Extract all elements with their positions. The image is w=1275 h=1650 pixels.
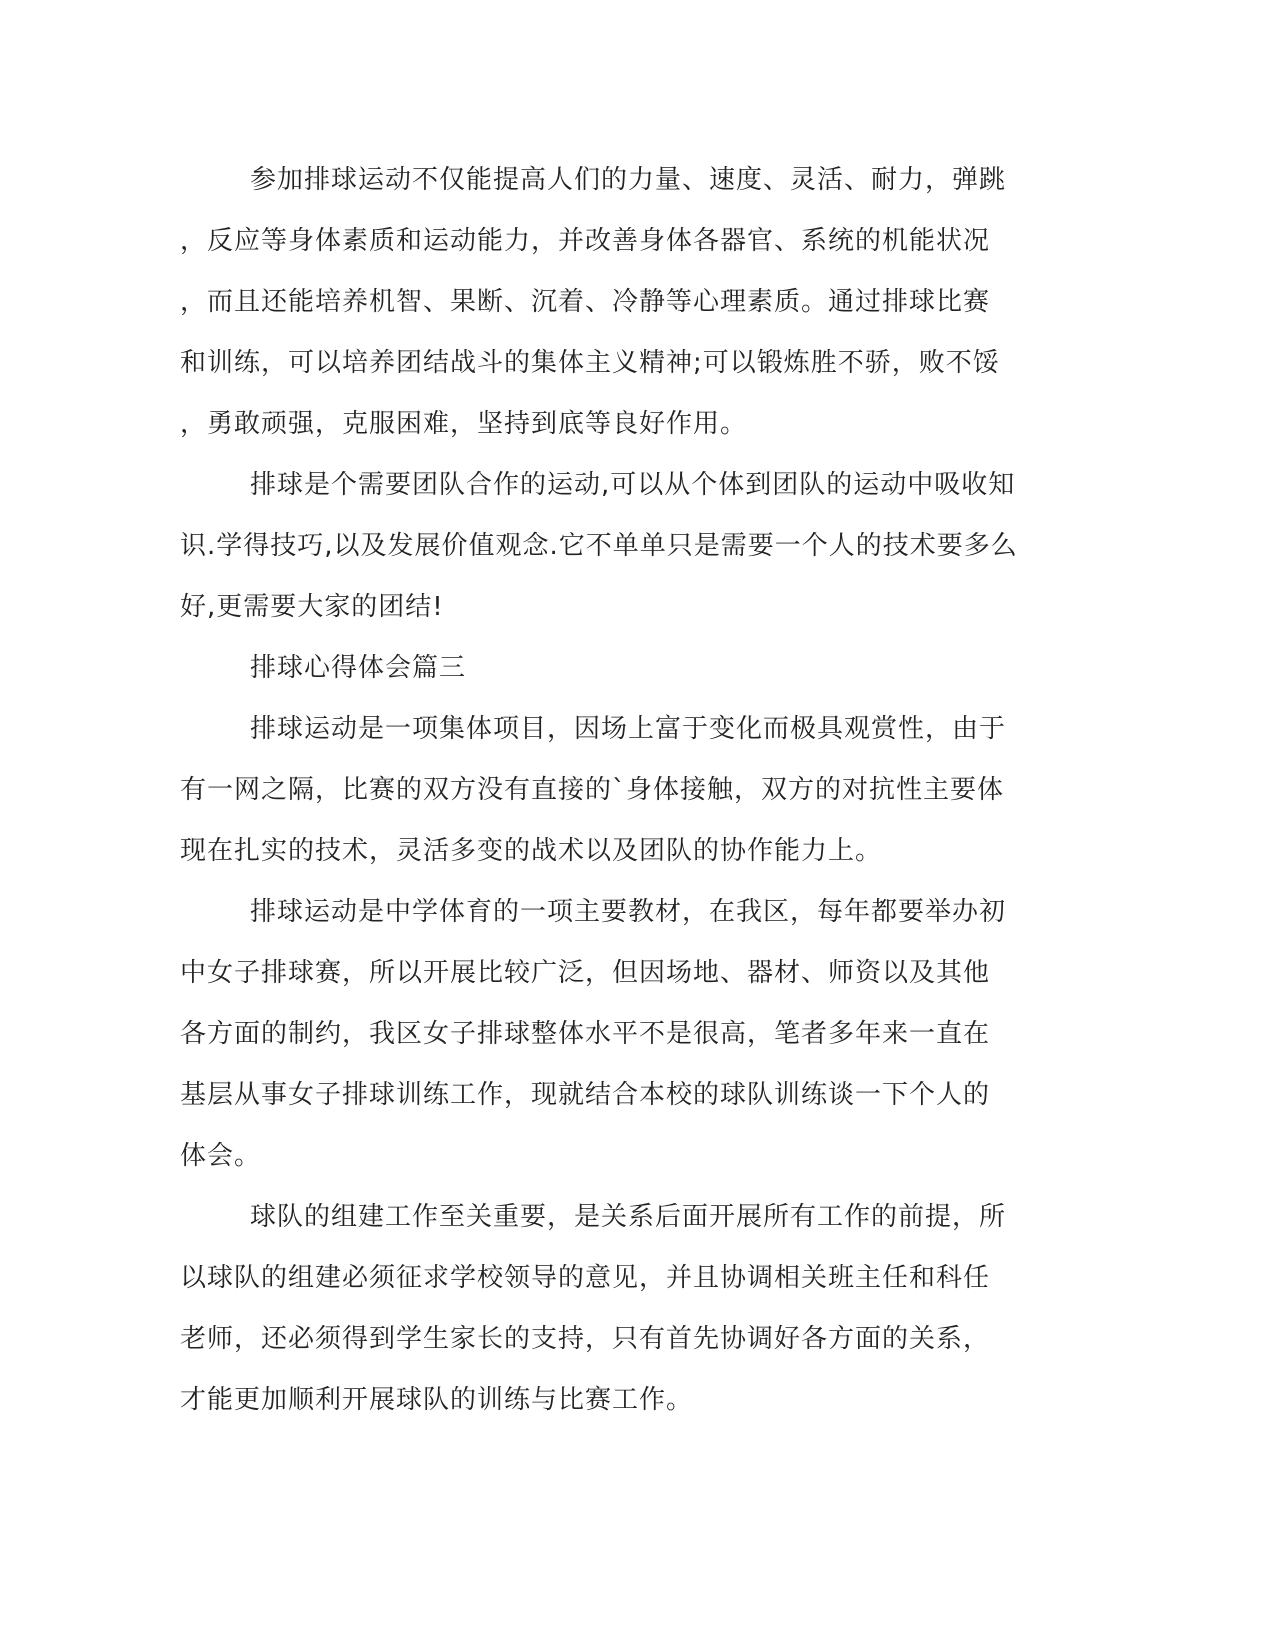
text-line: 各方面的制约，我区女子排球整体水平不是很高，笔者多年来一直在 bbox=[180, 1019, 991, 1049]
text-line: 好,更需要大家的团结! bbox=[180, 592, 444, 622]
section-heading: 排球心得体会篇三 bbox=[250, 653, 467, 683]
paragraph-teamwork bbox=[180, 455, 1040, 638]
paragraph-school-teaching bbox=[180, 882, 1040, 1187]
text-line: 参加排球运动不仅能提高人们的力量、速度、灵活、耐力，弹跳 bbox=[250, 165, 1007, 195]
paragraph-collective-sport bbox=[180, 699, 1040, 882]
text-line: ，勇敢顽强，克服困难，坚持到底等良好作用。 bbox=[180, 409, 748, 439]
text-line: 以球队的组建必须征求学校领导的意见，并且协调相关班主任和科任 bbox=[180, 1263, 991, 1293]
paragraph-team-building bbox=[180, 1187, 1040, 1431]
text-line: 球队的组建工作至关重要，是关系后面开展所有工作的前提，所 bbox=[250, 1202, 1007, 1232]
text-line: ，反应等身体素质和运动能力，并改善身体各器官、系统的机能状况 bbox=[180, 226, 991, 256]
text-line: 体会。 bbox=[180, 1141, 262, 1171]
text-line: 识.学得技巧,以及发展价值观念.它不单单只是需要一个人的技术要多么 bbox=[180, 531, 1018, 561]
text-line: 有一网之隔，比赛的双方没有直接的`身体接触，双方的对抗性主要体 bbox=[180, 775, 1005, 805]
text-line: 才能更加顺利开展球队的训练与比赛工作。 bbox=[180, 1385, 694, 1415]
document-body bbox=[180, 150, 1040, 1431]
text-line: 中女子排球赛，所以开展比较广泛，但因场地、器材、师资以及其他 bbox=[180, 958, 991, 988]
text-line: 基层从事女子排球训练工作，现就结合本校的球队训练谈一下个人的 bbox=[180, 1080, 991, 1110]
paragraph-benefits bbox=[180, 150, 1040, 455]
text-line: 排球运动是一项集体项目，因场上富于变化而极具观赏性，由于 bbox=[250, 714, 1007, 744]
text-line: 和训练，可以培养团结战斗的集体主义精神;可以锻炼胜不骄，败不馁 bbox=[180, 348, 1000, 378]
text-line: ，而且还能培养机智、果断、沉着、冷静等心理素质。通过排球比赛 bbox=[180, 287, 991, 317]
text-line: 排球是个需要团队合作的运动,可以从个体到团队的运动中吸收知 bbox=[250, 470, 1016, 500]
text-line: 现在扎实的技术，灵活多变的战术以及团队的协作能力上。 bbox=[180, 836, 883, 866]
text-line: 排球运动是中学体育的一项主要教材，在我区，每年都要举办初 bbox=[250, 897, 1007, 927]
text-line: 老师，还必须得到学生家长的支持，只有首先协调好各方面的关系， bbox=[180, 1324, 991, 1354]
